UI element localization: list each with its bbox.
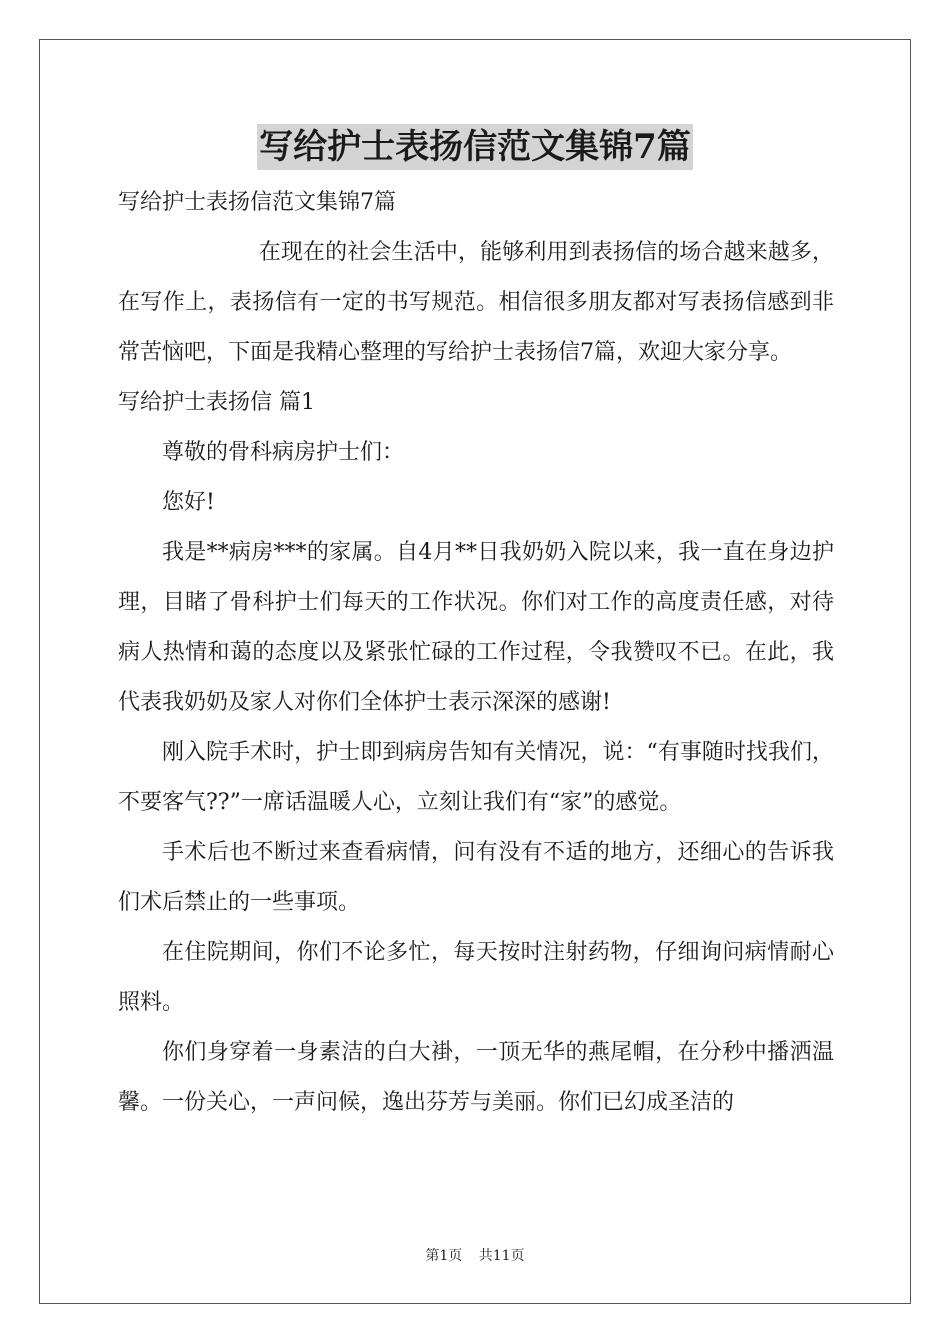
body-paragraph-1: 我是**病房***的家属。自4月**日我奶奶入院以来，我一直在身边护理，目睹了骨科护士们每天的工作状况。你们对工作的高度责任感，对待病人热情和蔼的态度以及紧张忙碌的工作过程，令我赞叹不已。在此，我代表我奶奶及家人对你们全体护士表示深深的感谢! [118, 540, 834, 715]
page-footer [0, 1245, 950, 1265]
section-heading: 写给护士表扬信 篇1 [118, 390, 315, 415]
document-subtitle: 写给护士表扬信范文集锦7篇 [118, 190, 396, 215]
page-total: 共11页 [478, 1248, 525, 1264]
page-number: 第1页 [425, 1248, 463, 1264]
document-body [118, 178, 834, 1128]
greeting: 您好! [162, 490, 215, 515]
intro-paragraph: 在现在的社会生活中，能够利用到表扬信的场合越来越多，在写作上，表扬信有一定的书写规范。相信很多朋友都对写表扬信感到非常苦恼吧，下面是我精心整理的写给护士表扬信7篇，欢迎大家分享。 [118, 240, 834, 365]
salutation: 尊敬的骨科病房护士们： [162, 440, 405, 465]
body-paragraph-5: 你们身穿着一身素洁的白大褂，一顶无华的燕尾帽，在分秒中播洒温馨。一份关心，一声问候，逸出芬芳与美丽。你们已幻成圣洁的 [118, 1040, 834, 1115]
body-paragraph-2: 刚入院手术时，护士即到病房告知有关情况，说：“有事随时找我们，不要客气??”一席话温暖人心，立刻让我们有“家”的感觉。 [118, 740, 834, 815]
title-area [0, 124, 950, 170]
document-title: 写给护士表扬信范文集锦7篇 [257, 124, 693, 170]
body-paragraph-4: 在住院期间，你们不论多忙，每天按时注射药物，仔细询问病情耐心照料。 [118, 940, 834, 1015]
body-paragraph-3: 手术后也不断过来查看病情，问有没有不适的地方，还细心的告诉我们术后禁止的一些事项。 [118, 840, 834, 915]
